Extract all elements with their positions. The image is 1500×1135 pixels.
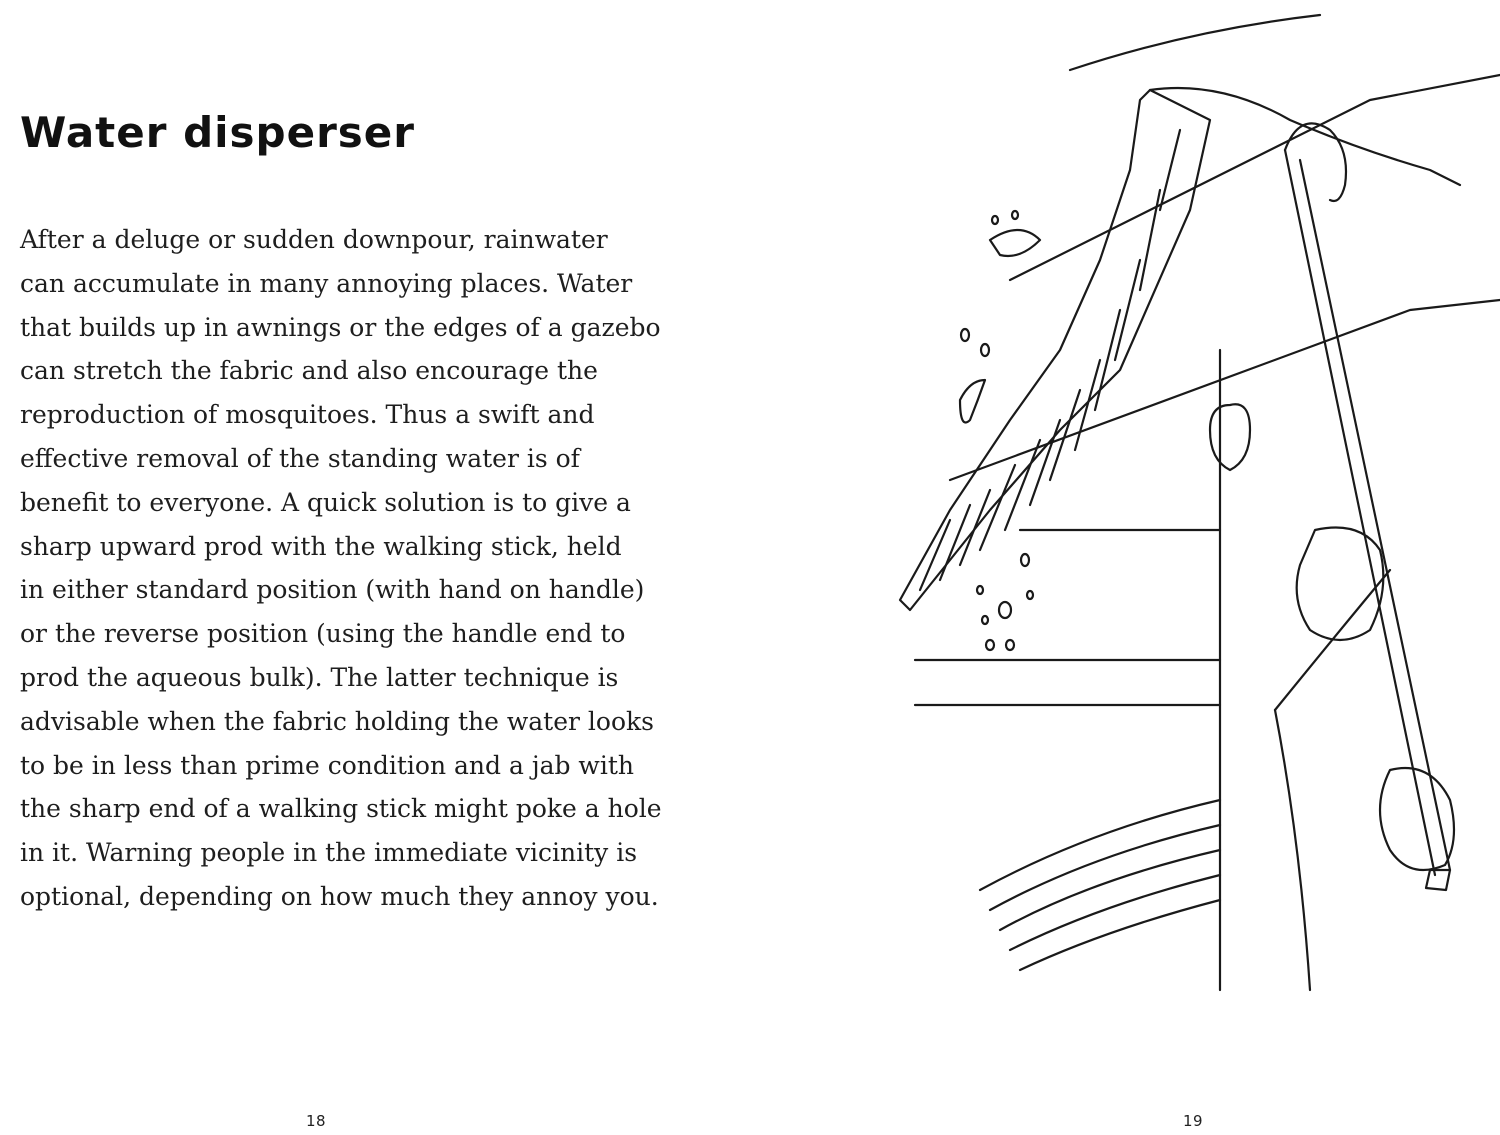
- fabric-stripe: [1140, 190, 1160, 290]
- walking-stick-shaft: [1285, 150, 1435, 875]
- chair-line: [1010, 875, 1220, 950]
- body-line: that builds up in awnings or the edges of a gazebo: [20, 312, 661, 342]
- body-line: the sharp end of a walking stick might poke a hole: [20, 794, 662, 824]
- awning-top-edge: [1070, 15, 1320, 70]
- body-line: to be in less than prime condition and a jab with: [20, 750, 634, 780]
- fabric-stripe: [980, 465, 1015, 550]
- fabric-stripe: [1160, 130, 1180, 210]
- right-page: [750, 0, 1500, 1135]
- walking-stick-shaft: [1300, 160, 1450, 870]
- walking-stick-awning-illustration: [890, 10, 1500, 1020]
- chair-line: [1020, 900, 1220, 970]
- water-droplet: [982, 616, 988, 624]
- body-line: in either standard position (with hand on handle): [20, 575, 645, 605]
- page-number-left: 18: [306, 1112, 327, 1130]
- body-line: After a deluge or sudden downpour, rainwater: [20, 225, 608, 254]
- chair-line: [980, 800, 1220, 890]
- walking-stick-tip: [1426, 870, 1450, 890]
- water-droplet: [1006, 640, 1014, 650]
- water-droplet: [999, 602, 1011, 618]
- page-heading: Water disperser: [20, 108, 415, 157]
- water-droplet: [1027, 591, 1033, 599]
- body-line: effective removal of the standing water is of: [20, 443, 580, 473]
- body-paragraph: [20, 218, 660, 919]
- fabric-stripe: [940, 505, 970, 580]
- pillar-fixture: [1210, 404, 1250, 470]
- arm-outline: [1275, 710, 1310, 990]
- water-droplet: [1021, 554, 1029, 566]
- awning-fold: [900, 90, 1210, 610]
- water-splash: [960, 380, 985, 423]
- water-droplet: [986, 640, 994, 650]
- body-line: benefit to everyone. A quick solution is to give a: [20, 487, 631, 517]
- body-line: optional, depending on how much they annoy you.: [20, 881, 659, 911]
- chair-line: [1000, 850, 1220, 930]
- water-droplet: [992, 216, 998, 224]
- body-line: prod the aqueous bulk). The latter technique is: [20, 662, 619, 692]
- page-number-right: 19: [1183, 1112, 1204, 1130]
- water-droplet: [1012, 211, 1018, 219]
- fabric-stripe: [960, 490, 990, 565]
- body-line: advisable when the fabric holding the water looks: [20, 706, 654, 736]
- body-line: reproduction of mosquitoes. Thus a swift and: [20, 400, 595, 430]
- fabric-stripe: [1095, 310, 1120, 410]
- fabric-stripe: [1115, 260, 1140, 360]
- water-splash: [990, 230, 1040, 256]
- body-line: in it. Warning people in the immediate vicinity is: [20, 838, 638, 868]
- water-droplet: [981, 344, 989, 356]
- body-line: can accumulate in many annoying places. Water: [20, 268, 633, 298]
- upper-hand: [1297, 528, 1384, 641]
- roof-beam-line: [1010, 75, 1500, 280]
- body-line: can stretch the fabric and also encourage the: [20, 356, 598, 386]
- water-droplet: [961, 329, 969, 341]
- awning-fabric-edge: [1150, 88, 1460, 185]
- body-line: sharp upward prod with the walking stick, held: [20, 531, 622, 561]
- body-line: or the reverse position (using the handle end to: [20, 619, 626, 649]
- water-droplet: [977, 586, 983, 594]
